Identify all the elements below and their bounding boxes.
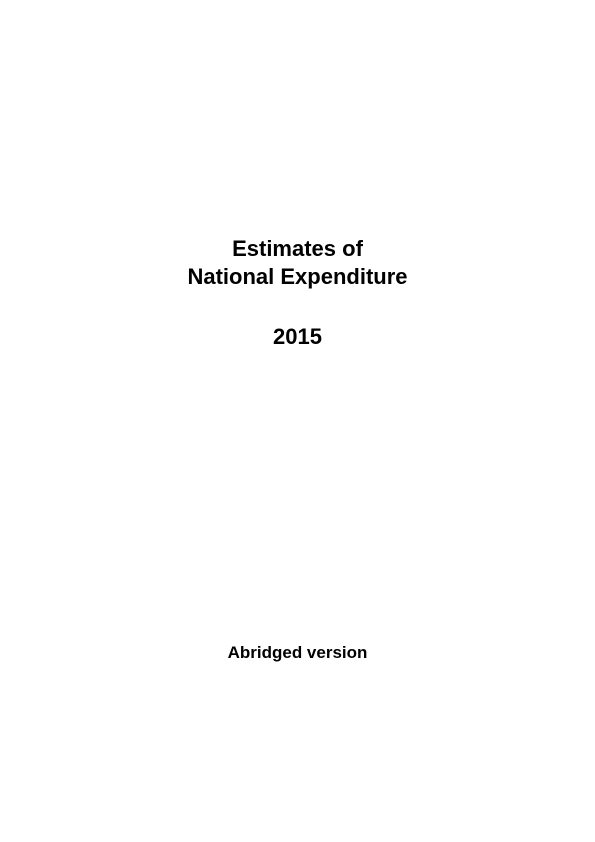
title-line-2: National Expenditure — [187, 264, 408, 289]
document-version: Abridged version — [227, 643, 368, 662]
document-title — [0, 235, 595, 291]
document-year: 2015 — [273, 324, 322, 349]
title-line-1: Estimates of — [232, 236, 363, 261]
